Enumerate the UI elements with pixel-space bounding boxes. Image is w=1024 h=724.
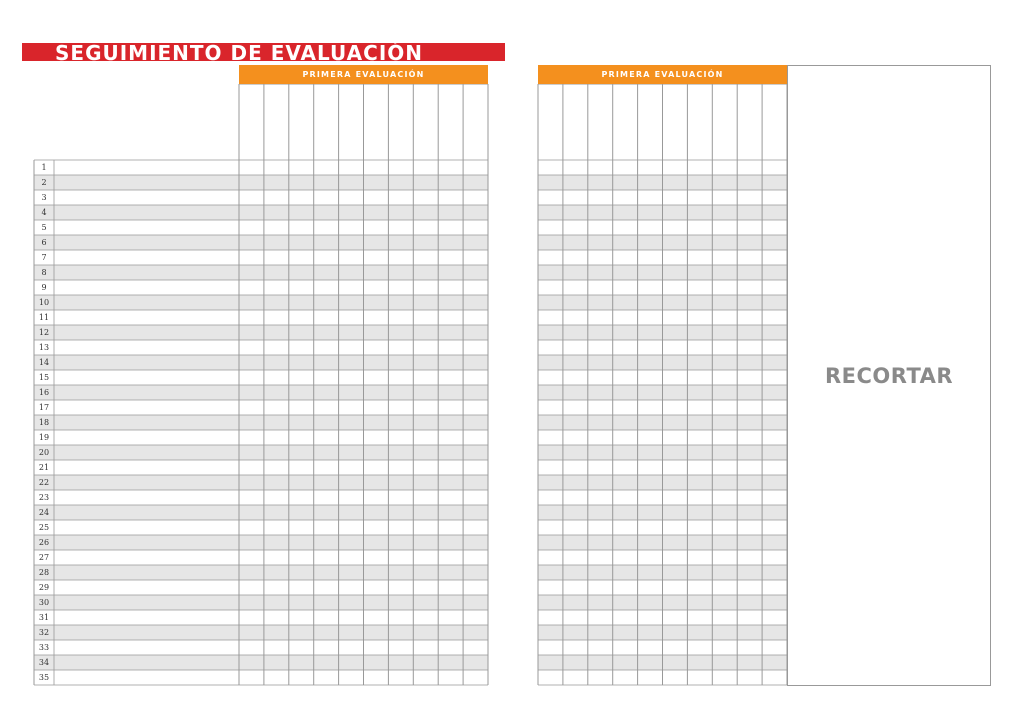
left-row-stripe <box>34 415 488 430</box>
row-number: 32 <box>38 628 50 637</box>
row-number: 26 <box>38 538 50 547</box>
left-row-stripe <box>34 355 488 370</box>
row-number: 1 <box>41 163 47 172</box>
left-row-stripe <box>34 175 488 190</box>
left-table-header: PRIMERA EVALUACIÓN <box>239 65 488 84</box>
row-number: 31 <box>38 613 50 622</box>
row-number: 23 <box>38 493 50 502</box>
cut-label: RECORTAR <box>824 364 954 388</box>
left-row-stripe <box>34 325 488 340</box>
row-number: 29 <box>38 583 50 592</box>
row-number: 17 <box>38 403 50 412</box>
row-number: 35 <box>38 673 50 682</box>
row-number: 7 <box>41 253 47 262</box>
row-number: 21 <box>38 463 50 472</box>
left-row-stripe <box>34 475 488 490</box>
row-number: 24 <box>38 508 50 517</box>
row-number: 20 <box>38 448 50 457</box>
row-number: 12 <box>38 328 50 337</box>
row-number: 14 <box>38 358 50 367</box>
row-number: 19 <box>38 433 50 442</box>
left-row-stripe <box>34 625 488 640</box>
row-number: 8 <box>41 268 47 277</box>
left-row-stripe <box>34 445 488 460</box>
row-number: 22 <box>38 478 50 487</box>
row-number: 4 <box>41 208 47 217</box>
row-number: 11 <box>38 313 50 322</box>
right-table-header: PRIMERA EVALUACIÓN <box>538 65 787 84</box>
row-number: 3 <box>41 193 47 202</box>
left-row-stripe <box>34 265 488 280</box>
row-number: 33 <box>38 643 50 652</box>
row-number: 10 <box>38 298 50 307</box>
row-number: 13 <box>38 343 50 352</box>
left-row-stripe <box>34 295 488 310</box>
row-number: 2 <box>41 178 47 187</box>
row-number: 15 <box>38 373 50 382</box>
left-row-stripe <box>34 535 488 550</box>
row-number: 6 <box>41 238 47 247</box>
left-row-stripe <box>34 505 488 520</box>
row-number: 9 <box>41 283 47 292</box>
page-title: SEGUIMIENTO DE EVALUACIÓN <box>55 41 423 65</box>
row-number: 30 <box>38 598 50 607</box>
row-number: 27 <box>38 553 50 562</box>
left-row-stripe <box>34 235 488 250</box>
row-number: 18 <box>38 418 50 427</box>
left-row-stripe <box>34 655 488 670</box>
row-number: 34 <box>38 658 50 667</box>
row-number: 16 <box>38 388 50 397</box>
left-row-stripe <box>34 205 488 220</box>
left-row-stripe <box>34 565 488 580</box>
row-number: 28 <box>38 568 50 577</box>
left-row-stripe <box>34 385 488 400</box>
row-number: 5 <box>41 223 47 232</box>
left-row-stripe <box>34 595 488 610</box>
row-number: 25 <box>38 523 50 532</box>
